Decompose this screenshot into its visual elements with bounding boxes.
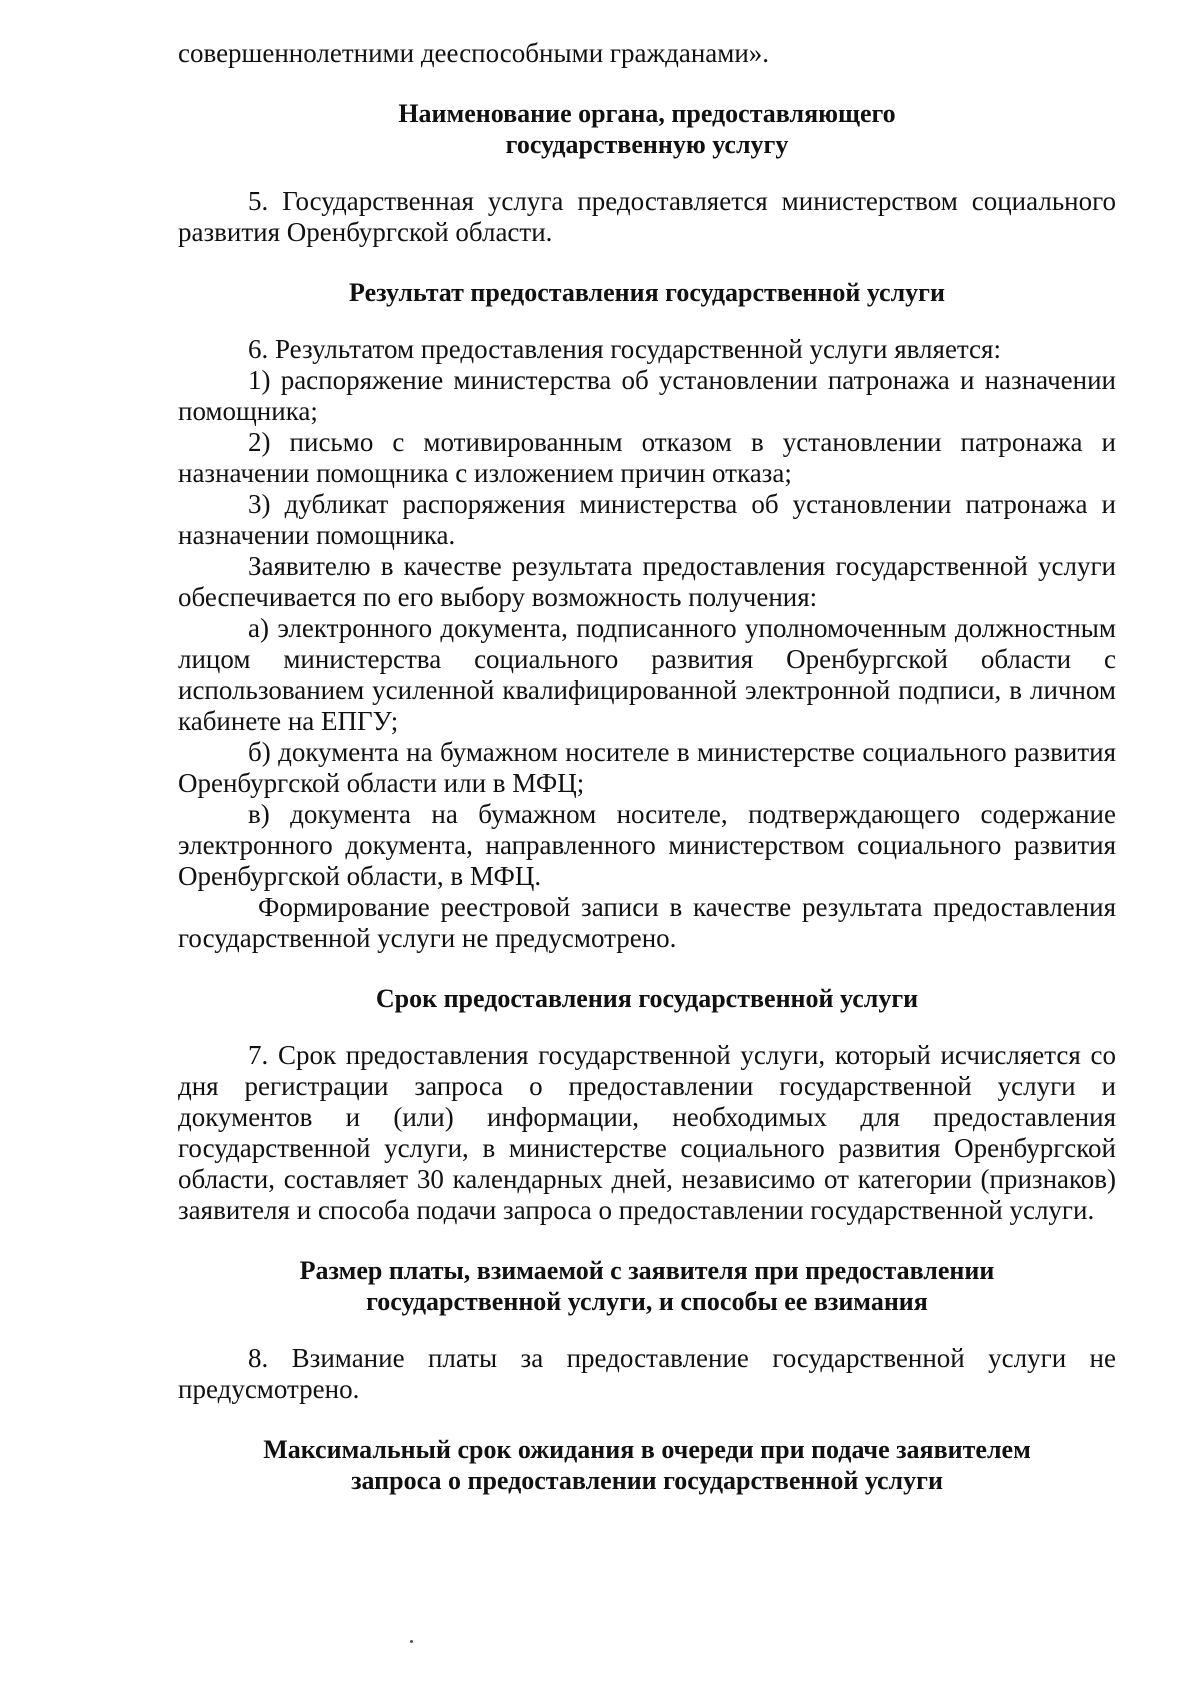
paragraph-5: 5. Государственная услуга предоставляется министерством социального развития Оренбургской области. bbox=[178, 186, 1116, 247]
section-heading-organ-line2: государственную услугу bbox=[505, 130, 789, 159]
section-heading-result: Результат предоставления государственной услуги bbox=[349, 278, 945, 307]
continuation-text: совершеннолетними дееспособными гражданами». bbox=[178, 38, 770, 68]
paragraph-6-item-a: а) электронного документа, подписанного уполномоченным должностным лицом министерства социального развития Оренбургской области с использованием усиленной квалифицированной электронной подписи, в личном кабинете на ЕПГУ; bbox=[178, 613, 1116, 736]
paragraph-6-registry: Формирование реестровой записи в качестве результата предоставления государственной услуги не предусмотрено. bbox=[178, 892, 1116, 953]
paragraph-6-item-3: 3) дубликат распоряжения министерства об установлении патронажа и назначении помощника. bbox=[178, 489, 1116, 550]
paragraph-7-block bbox=[178, 1040, 1116, 1226]
section-queue bbox=[178, 1434, 1116, 1496]
section-heading-fee-line1: Размер платы, взимаемой с заявителя при предоставлении bbox=[299, 1256, 995, 1285]
paragraph-6-choice: Заявителю в качестве результата предоставления государственной услуги обеспечивается по его выбору возможность получения: bbox=[178, 551, 1116, 612]
paragraph-8-block bbox=[178, 1343, 1116, 1405]
paragraph-7: 7. Срок предоставления государственной услуги, который исчисляется со дня регистрации запроса о предоставлении государственной услуги и документов и (или) информации, необходимых для предоставления государственной услуги, в министерстве социального развития Оренбургской области, составляет 30 календарных дней, независимо от категории (признаков) заявителя и способа подачи запроса о предоставлении государственной услуги. bbox=[178, 1040, 1116, 1225]
scan-speck bbox=[410, 1640, 413, 1643]
document-body bbox=[178, 38, 1116, 1496]
section-term bbox=[178, 983, 1116, 1014]
section-heading-term: Срок предоставления государственной услуги bbox=[375, 984, 919, 1013]
section-organ bbox=[178, 98, 1116, 160]
section-heading-fee-line2: государственной услуги, и способы ее взимания bbox=[366, 1287, 928, 1316]
section-result bbox=[178, 277, 1116, 308]
paragraph-6-item-b: б) документа на бумажном носителе в министерстве социального развития Оренбургской области или в МФЦ; bbox=[178, 737, 1116, 798]
paragraph-6-item-2: 2) письмо с мотивированным отказом в установлении патронажа и назначении помощника с изложением причин отказа; bbox=[178, 427, 1116, 488]
section-fee bbox=[178, 1255, 1116, 1317]
paragraph-6: 6. Результатом предоставления государственной услуги является: bbox=[248, 334, 1001, 364]
paragraph-6-item-v: в) документа на бумажном носителе, подтверждающего содержание электронного документа, направленного министерством социального развития Оренбургской области, в МФЦ. bbox=[178, 799, 1116, 891]
paragraph-6-block bbox=[178, 334, 1116, 954]
section-heading-queue-line1: Максимальный срок ожидания в очереди при подаче заявителем bbox=[263, 1435, 1031, 1464]
paragraph-6-item-1: 1) распоряжение министерства об установлении патронажа и назначении помощника; bbox=[178, 365, 1116, 426]
paragraph-5-block bbox=[178, 186, 1116, 248]
section-heading-organ-line1: Наименование органа, предоставляющего bbox=[398, 99, 896, 128]
paragraph-8: 8. Взимание платы за предоставление государственной услуги не предусмотрено. bbox=[178, 1343, 1116, 1404]
section-heading-queue-line2: запроса о предоставлении государственной услуги bbox=[351, 1466, 943, 1495]
